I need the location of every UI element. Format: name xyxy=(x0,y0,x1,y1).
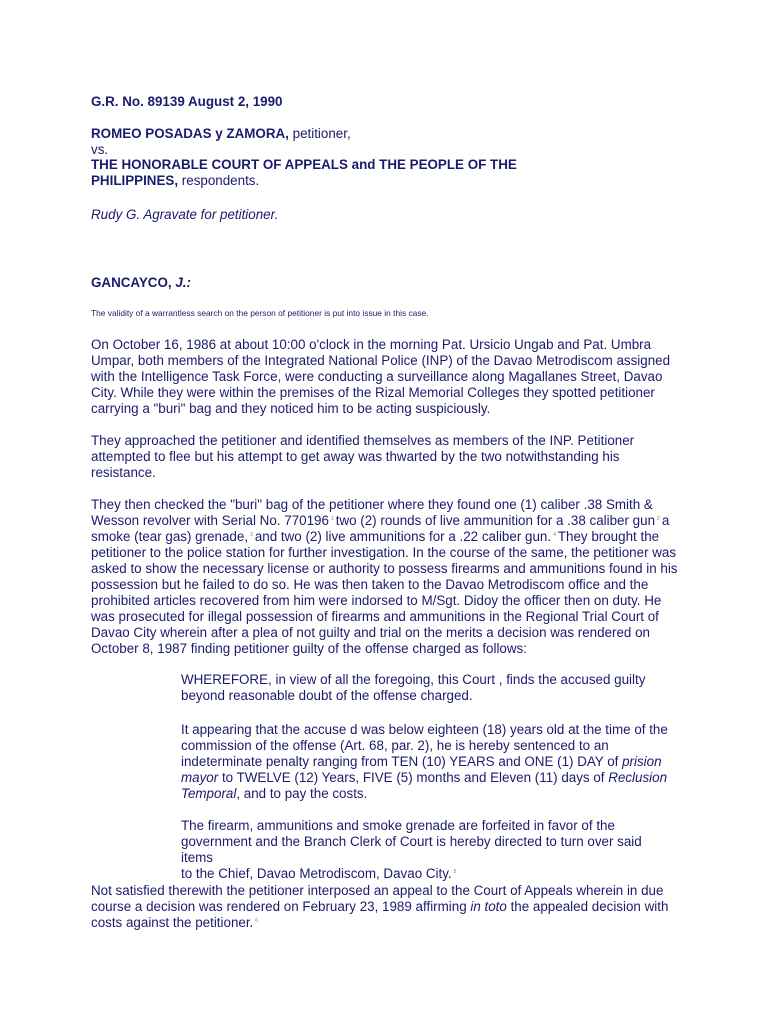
p3-line xyxy=(91,513,681,529)
q3-line: government and the Branch Clerk of Court is hereby directed to turn over said items xyxy=(181,834,642,865)
q2-italic: prision xyxy=(622,754,662,769)
ponente-name: GANCAYCO, xyxy=(91,275,176,290)
q2-text: indeterminate penalty ranging from TEN (10) YEARS and ONE (1) DAY of xyxy=(181,754,623,769)
p3-text: two (2) rounds of live ammunition for a .38 caliber gun xyxy=(335,513,656,528)
paragraph-4 xyxy=(91,883,681,931)
p2-line: resistance. xyxy=(91,465,156,480)
p4-line xyxy=(91,915,681,931)
p3-line: was prosecuted for illegal possession of firearms and ammunitions in the Regional Trial Court of xyxy=(91,609,659,624)
p2-line: attempted to flee but his attempt to get away was thwarted by the two notwithstanding his xyxy=(91,449,620,464)
p1-line: On October 16, 1986 at about 10:00 o'clock in the morning Pat. Ursicio Ungab and Pat. Umbra xyxy=(91,337,652,352)
q3-line xyxy=(181,866,671,882)
p3-line xyxy=(91,529,681,545)
p3-line: October 8, 1987 finding petitioner guilty of the offense charged as follows: xyxy=(91,641,527,656)
p3-line: They then checked the "buri" bag of the petitioner where they found one (1) caliber .38 Smith & xyxy=(91,497,653,512)
respondents-line-2 xyxy=(91,173,681,189)
p3-text: and two (2) live ammunitions for a .22 caliber gun. xyxy=(254,529,552,544)
quote-paragraph-3 xyxy=(181,818,671,882)
q2-line xyxy=(181,786,671,802)
petitioner-line xyxy=(91,126,681,142)
ponente xyxy=(91,275,681,291)
versus: vs. xyxy=(91,142,109,157)
p3-line: petitioner to the police station for further investigation. In the course of the same, the petitioner was xyxy=(91,545,677,560)
petitioner-role: petitioner, xyxy=(288,126,351,141)
counsel-line: Rudy G. Agravate for petitioner. xyxy=(91,207,279,222)
p1-line: City. While they were within the premises of the Rizal Memorial Colleges they spotted petitioner xyxy=(91,385,655,400)
footnote-ref-2[interactable]: 2 xyxy=(657,515,660,522)
respondents-role: respondents. xyxy=(178,173,260,188)
respondents-line-1: THE HONORABLE COURT OF APPEALS and THE PEOPLE OF THE xyxy=(91,157,517,172)
p3-text: a xyxy=(661,513,670,528)
ponente-title: J.: xyxy=(175,275,191,290)
q1-line: WHEREFORE, in view of all the foregoing, this Court , finds the accused guilty xyxy=(181,672,646,687)
p4-line xyxy=(91,899,681,915)
p3-line: prohibited articles recovered from him were indorsed to M/Sgt. Didoy the officer then on duty. He xyxy=(91,593,662,608)
p4-italic: in toto xyxy=(470,899,507,914)
paragraph-3 xyxy=(91,497,681,657)
footnote-ref-1[interactable]: 1 xyxy=(330,515,334,522)
quote-paragraph-2 xyxy=(181,722,671,802)
footnote-ref-6[interactable]: 6 xyxy=(255,917,259,924)
p3-text: Wesson revolver with Serial No. 770196 xyxy=(91,513,329,528)
q2-italic: Temporal xyxy=(181,786,237,801)
q3-line: The firearm, ammunitions and smoke grenade are forfeited in favor of the xyxy=(181,818,615,833)
q2-line: It appearing that the accuse d was below eighteen (18) years old at the time of the xyxy=(181,722,668,737)
q1-line: beyond reasonable doubt of the offense charged. xyxy=(181,688,473,703)
q2-text: to TWELVE (12) Years, FIVE (5) months and Eleven (11) days of xyxy=(218,770,609,785)
p3-line: asked to show the necessary license or authority to possess firearms and ammunitions found in his xyxy=(91,561,678,576)
q2-line xyxy=(181,770,671,786)
p3-line: possession but he failed to do so. He was then taken to the Davao Metrodiscom office and the xyxy=(91,577,649,592)
quote-paragraph-1 xyxy=(181,672,671,704)
p3-text: smoke (tear gas) grenade, xyxy=(91,529,249,544)
p4-text: course a decision was rendered on February 23, 1989 affirming xyxy=(91,899,471,914)
p4-line: Not satisfied therewith the petitioner interposed an appeal to the Court of Appeals wherein in due xyxy=(91,883,664,898)
case-number: G.R. No. 89139 August 2, 1990 xyxy=(91,94,283,109)
q3-text: to the Chief, Davao Metrodiscom, Davao City. xyxy=(181,866,452,881)
p2-line: They approached the petitioner and identified themselves as members of the INP. Petitioner xyxy=(91,433,635,448)
footnote-ref-3[interactable]: 3 xyxy=(250,531,253,538)
footnote-ref-5[interactable]: 5 xyxy=(453,868,457,875)
p4-text: costs against the petitioner. xyxy=(91,915,254,930)
respondents-name: PHILIPPINES, xyxy=(91,173,179,188)
p3-line: Davao City wherein after a plea of not guilty and trial on the merits a decision was rendered on xyxy=(91,625,650,640)
q2-italic: Reclusion xyxy=(608,770,668,785)
petitioner-name: ROMEO POSADAS y ZAMORA, xyxy=(91,126,289,141)
q2-line xyxy=(181,754,671,770)
p1-line: carrying a "buri" bag and they noticed him to be acting suspiciously. xyxy=(91,401,491,416)
q2-text: , and to pay the costs. xyxy=(236,786,368,801)
intro-paragraph: The validity of a warrantless search on the person of petitioner is put into issue in this case. xyxy=(91,308,429,318)
paragraph-2 xyxy=(91,433,681,481)
p1-line: Umpar, both members of the Integrated National Police (INP) of the Davao Metrodiscom assigned xyxy=(91,353,671,368)
paragraph-1 xyxy=(91,337,681,417)
q2-line: commission of the offense (Art. 68, par. 2), he is hereby sentenced to an xyxy=(181,738,609,753)
p3-text: They brought the xyxy=(557,529,660,544)
p1-line: with the Intelligence Task Force, were conducting a surveillance along Magallanes Street, Davao xyxy=(91,369,663,384)
p4-text: the appealed decision with xyxy=(506,899,669,914)
q2-italic: mayor xyxy=(181,770,219,785)
footnote-ref-4[interactable]: 4 xyxy=(553,531,556,538)
